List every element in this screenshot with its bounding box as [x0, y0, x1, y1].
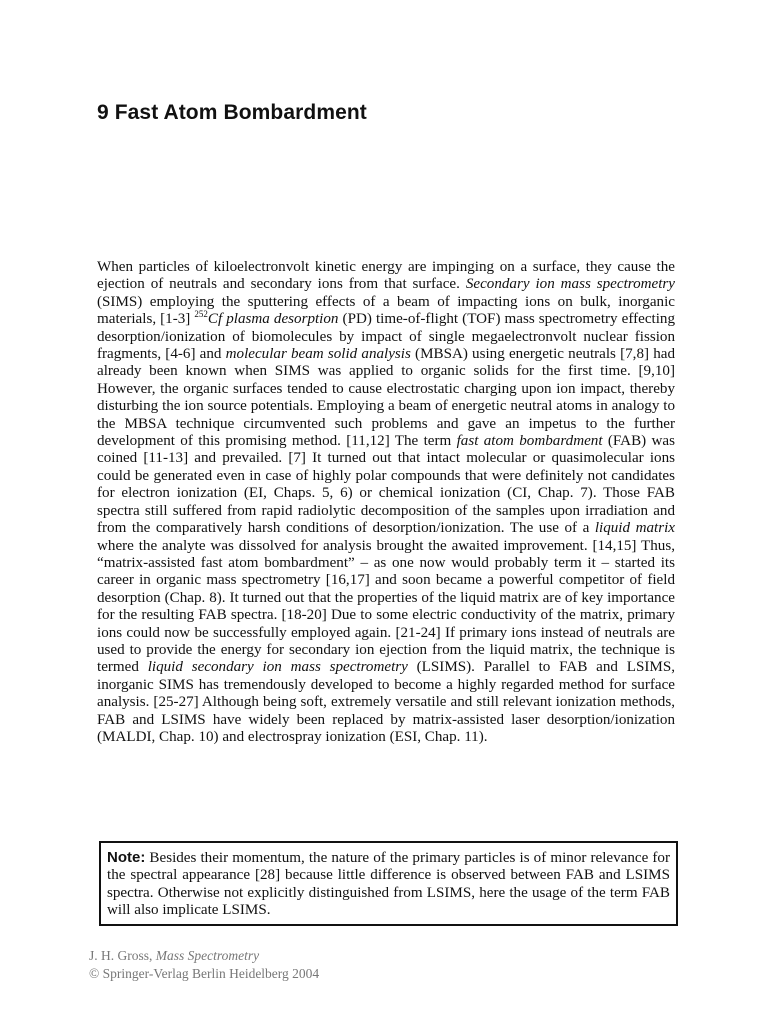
paragraph-italic-term: liquid matrix [594, 520, 675, 537]
chapter-title: 9 Fast Atom Bombardment [97, 101, 367, 124]
page-footer [89, 947, 319, 982]
paragraph-italic-term: liquid secondary ion mass spectrometry [147, 659, 408, 676]
intro-paragraph [97, 259, 675, 746]
paragraph-italic-term: Secondary ion mass spectrometry [465, 276, 676, 293]
footer-copyright: © Springer-Verlag Berlin Heidelberg 2004 [89, 965, 320, 981]
paragraph-italic-term: fast atom bombardment [456, 433, 603, 450]
note-label: Note: [107, 849, 146, 866]
paragraph-segment: (LSIMS). Parallel to FAB and LSIMS, inorganic SIMS has tremendously developed to become a highly regarded method for surface analysis. [25-27] Although being soft, extremely versatile and still relevant ionization methods, FAB and LSIMS have widely been replaced by matrix-assisted laser desorption/ionization (MALDI, Chap. 10) and electrospray ionization (ESI, Chap. 11). [97, 659, 675, 745]
paragraph-segment: (FAB) was coined [11-13] and prevailed. [7] It turned out that intact molecular or quasimolecular ions could be generated even in case of highly polar compounds that were definitely not candidates for electron ionization (EI, Chaps. 5, 6) or chemical ionization (CI, Chap. 7). Those FAB spectra still suffered from rapid radiolytic decomposition of the samples upon irradiation and from the comparatively harsh conditions of desorption/ionization. The use of a [97, 433, 675, 537]
paragraph-italic-term: Cf plasma desorption [207, 311, 339, 328]
paragraph-segment: (PD) time-of-flight (TOF) mass spectrometry effecting desorption/ionization of biomolecules by impact of single megaelectronvolt nuclear fission fragments, [4-6] and [97, 311, 676, 363]
paragraph-segment: where the analyte was dissolved for analysis brought the awaited improvement. [14,15] Thus, “matrix-assisted fast atom bombardment” – as one now would probably term it – started its career in organic mass spectrometry [16,17] and soon became a powerful competitor of field desorption (Chap. 8). It turned out that the properties of the liquid matrix are of key importance for the resulting FAB spectra. [18-20] Due to some electric conductivity of the matrix, primary ions could now be successfully employed again. [21-24] If primary ions instead of neutrals are used to provide the energy for secondary ion ejection from the liquid matrix, the technique is termed [97, 537, 675, 676]
paragraph-segment: (MBSA) using energetic neutrals [7,8] had already been known when SIMS was applied to organic solids for the first time. [9,10] However, the organic surfaces tended to cause electrostatic charging upon ion impact, thereby disturbing the ion source potentials. Employing a beam of energetic neutral atoms in analogy to the MBSA technique circumvented such problems and gave an impetus to the further development of this promising method. [11,12] The term [97, 346, 675, 450]
footer-book-title: Mass Spectrometry [155, 948, 260, 963]
note-box [99, 841, 678, 926]
isotope-superscript: 252 [194, 309, 208, 320]
paragraph-segment: When particles of kiloelectronvolt kinetic energy are impinging on a surface, they cause the ejection of neutrals and secondary ions from that surface. [97, 259, 675, 293]
note-text: Besides their momentum, the nature of the primary particles is of minor relevance for the spectral appearance [28] because little difference is observed between FAB and LSIMS spectra. Otherwise not explicitly distinguished from LSIMS, here the usage of the term FAB will also implicate LSIMS. [107, 850, 670, 919]
footer-author: J. H. Gross, [89, 948, 156, 963]
paragraph-segment: (SIMS) employing the sputtering effects of a beam of impacting ions on bulk, inorganic materials, [1-3] [97, 293, 675, 328]
paragraph-italic-term: molecular beam solid analysis [225, 346, 411, 363]
footer-citation [89, 947, 319, 965]
